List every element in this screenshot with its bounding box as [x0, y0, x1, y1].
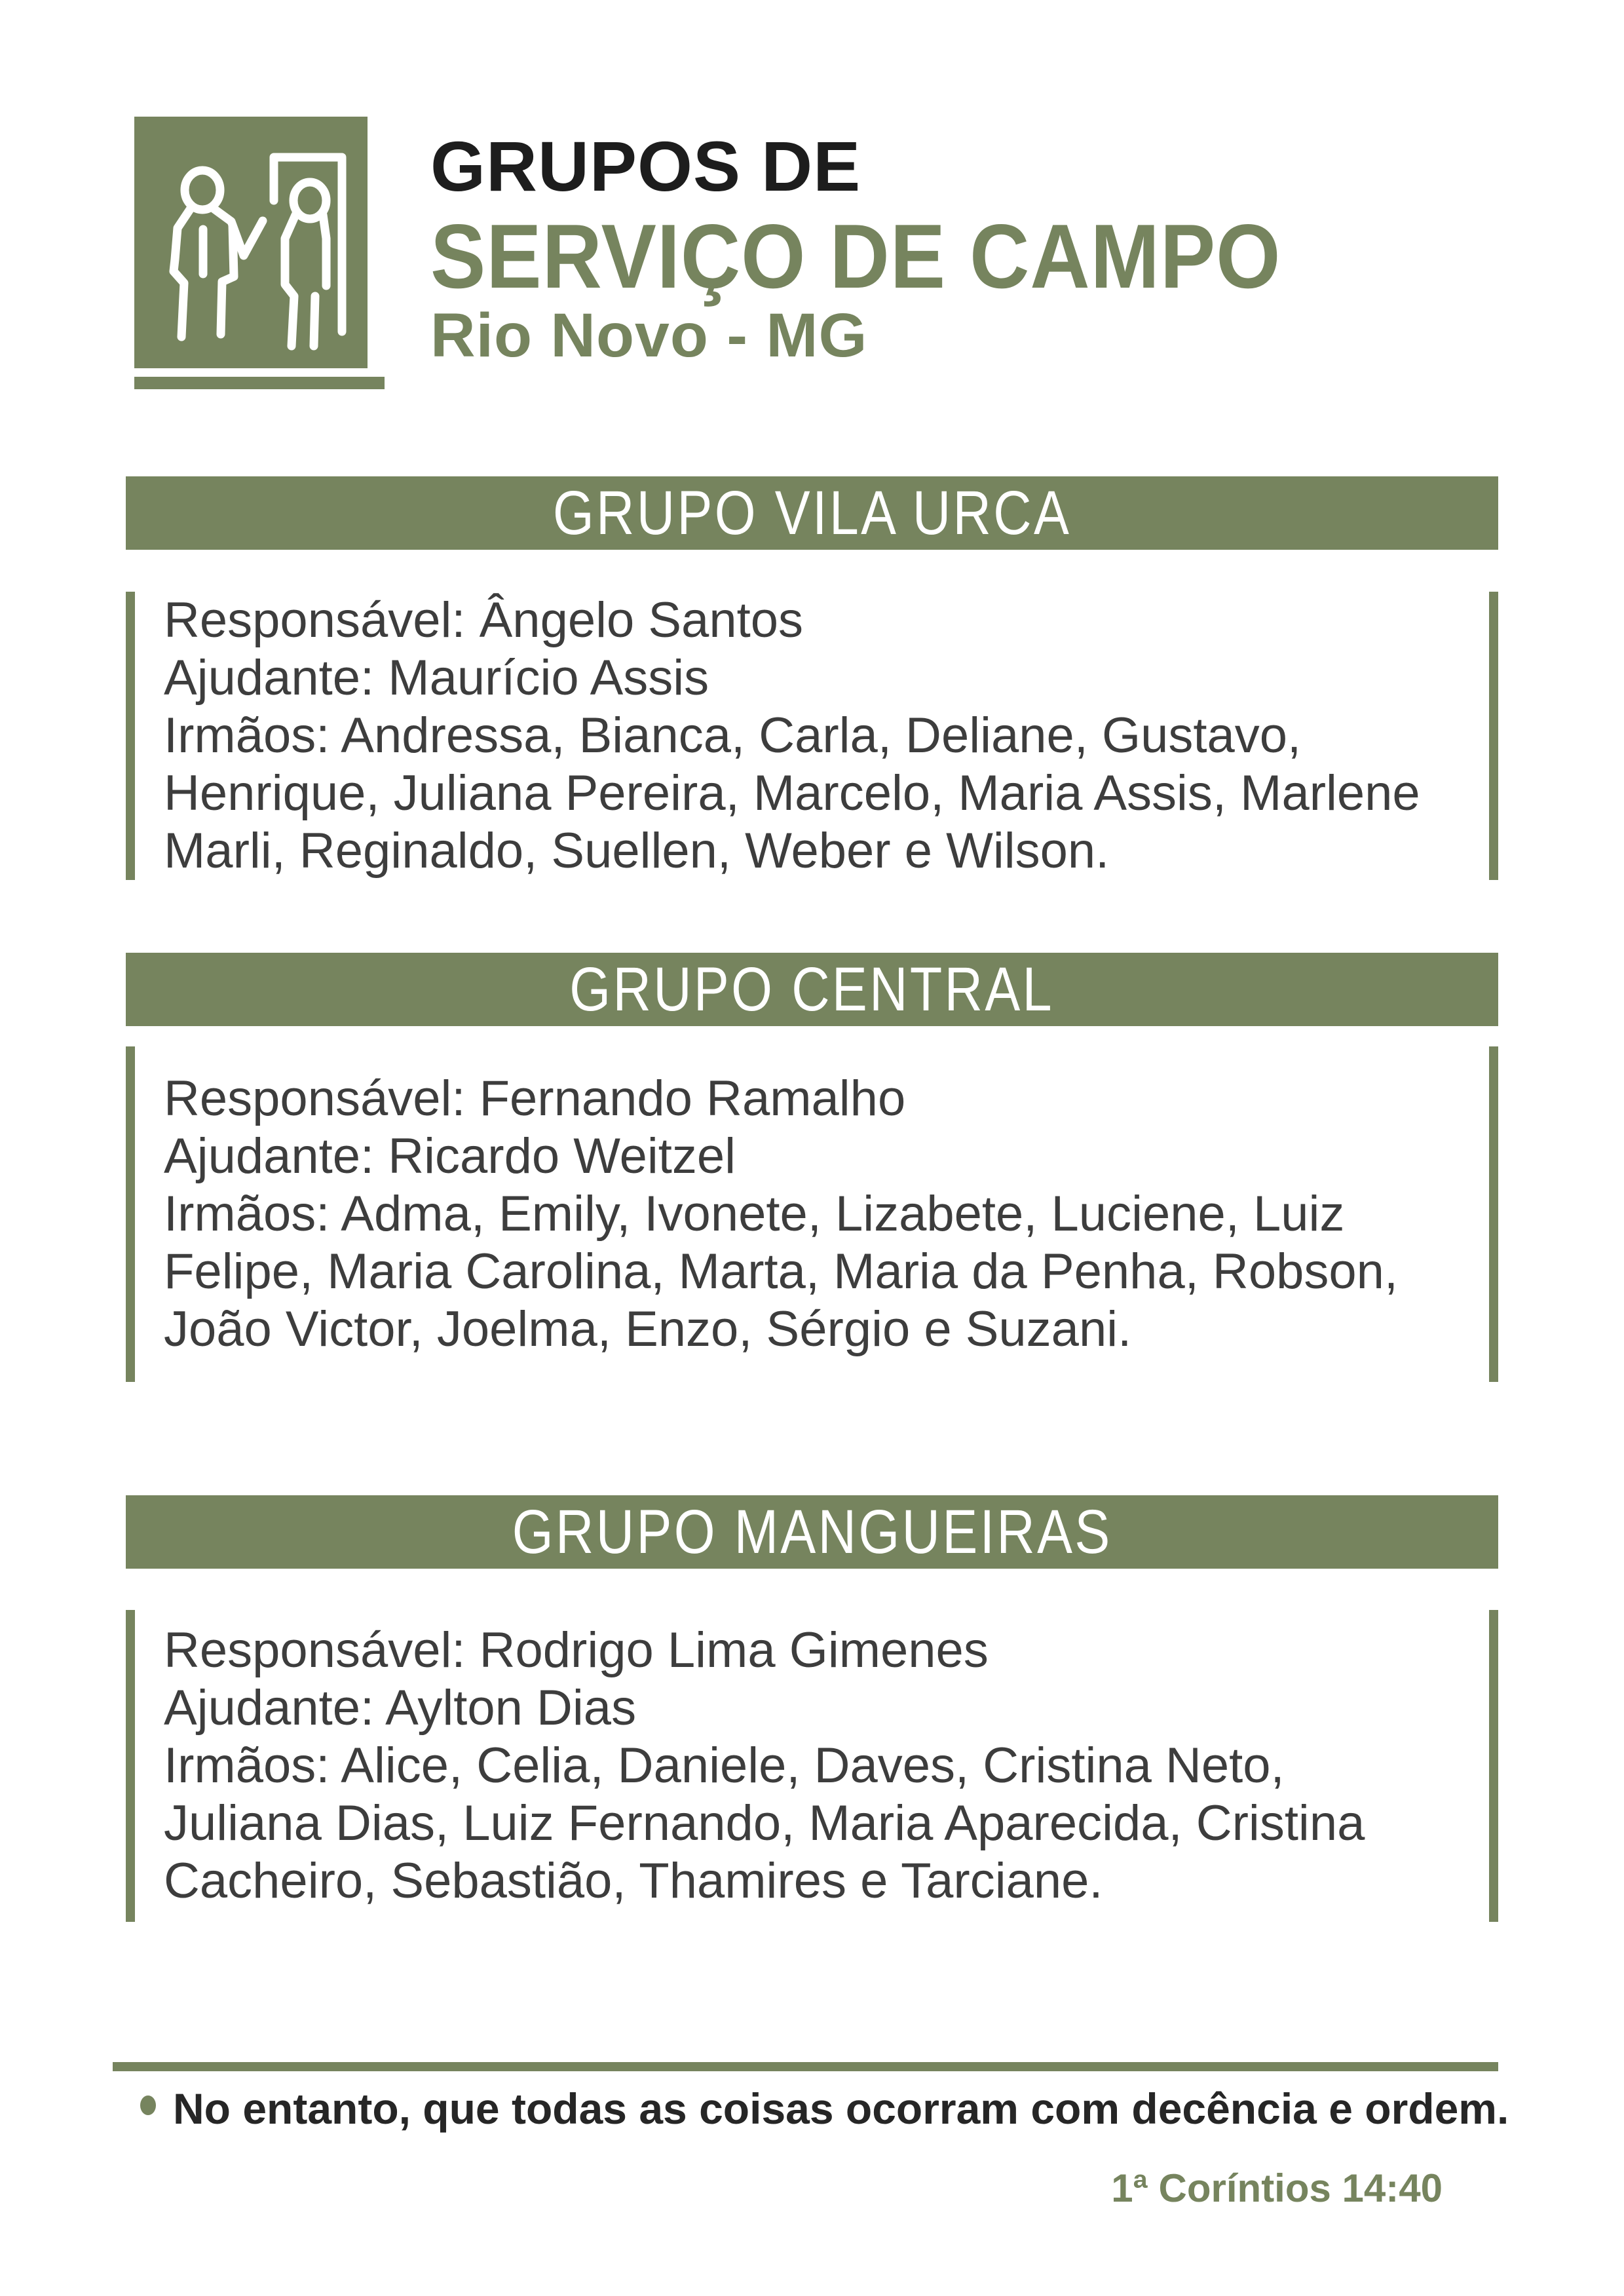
header-kicker: GRUPOS DE: [430, 126, 861, 206]
group-ajudante: Ajudante: Maurício Assis: [164, 650, 709, 706]
group-body-central: [126, 1046, 1498, 1382]
header-location: Rio Novo - MG: [430, 301, 868, 370]
group-title: GRUPO VILA URCA: [552, 478, 1072, 548]
group-title: GRUPO CENTRAL: [569, 954, 1055, 1024]
group-ajudante: Ajudante: Ricardo Weitzel: [164, 1128, 736, 1184]
bullet-icon: [140, 2095, 156, 2115]
logo-underline: [134, 377, 385, 389]
group-header-bar-mangueiras: [126, 1495, 1498, 1569]
header-title: SERVIÇO DE CAMPO: [430, 206, 1281, 307]
field-service-logo: [134, 117, 368, 368]
door-to-door-ministry-icon: [134, 117, 368, 368]
group-irmaos: Irmãos: Adma, Emily, Ivonete, Lizabete, Luciene, Luiz Felipe, Maria Carolina, Marta, Maria da Penha, Robson, João Victor, Joelma, Enzo, Sérgio e Suzani.: [164, 1186, 1399, 1357]
group-irmaos: Irmãos: Alice, Celia, Daniele, Daves, Cristina Neto, Juliana Dias, Luiz Fernando, Maria Aparecida, Cristina Cacheiro, Sebastião, Thamires e Tarciane.: [164, 1738, 1365, 1909]
group-irmaos: Irmãos: Andressa, Bianca, Carla, Deliane, Gustavo, Henrique, Juliana Pereira, Marcelo, Maria Assis, Marlene Marli, Reginaldo, Suellen, Weber e Wilson.: [164, 708, 1420, 879]
scripture-quote-row: [140, 2082, 1516, 2135]
group-responsavel: Responsável: Fernando Ramalho: [164, 1071, 906, 1126]
group-responsavel: Responsável: Ângelo Santos: [164, 592, 803, 648]
group-ajudante: Ajudante: Aylton Dias: [164, 1680, 637, 1736]
group-header-bar-central: [126, 953, 1498, 1026]
group-header-bar-vila-urca: [126, 476, 1498, 550]
group-title: GRUPO MANGUEIRAS: [512, 1497, 1112, 1567]
group-responsavel: Responsável: Rodrigo Lima Gimenes: [164, 1622, 989, 1678]
scripture-reference: 1ª Coríntios 14:40: [1111, 2166, 1443, 2210]
footer-divider: [113, 2062, 1498, 2071]
scripture-quote: No entanto, que todas as coisas ocorram com decência e ordem.: [173, 2084, 1509, 2133]
group-body-mangueiras: [126, 1610, 1498, 1922]
group-body-vila-urca: [126, 592, 1498, 880]
